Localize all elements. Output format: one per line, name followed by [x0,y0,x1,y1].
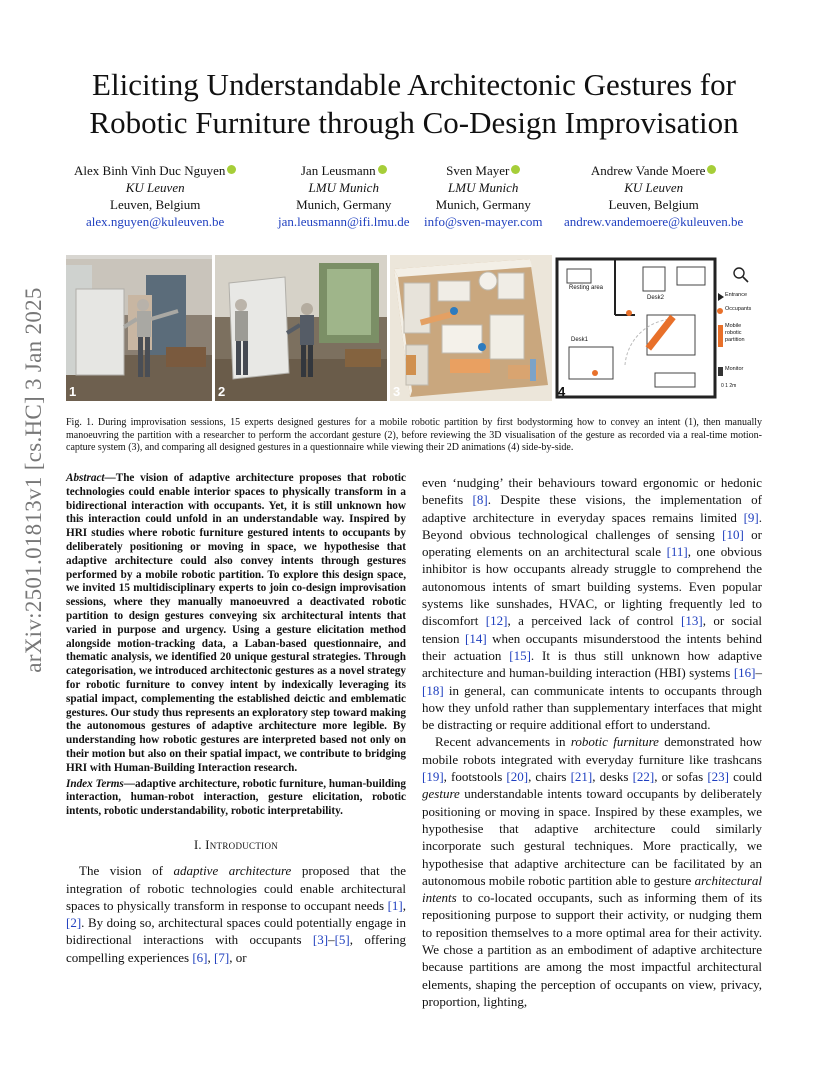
section-number: I. [193,837,202,852]
body-text: , or sofas [654,769,708,785]
body-text: . Beyond obvious technological challenges of sensing [422,509,762,542]
author-name: Alex Binh Vinh Duc Nguyen [74,163,226,178]
body-text: , footstools [443,769,507,785]
emphasis-text: robotic furniture [570,734,659,750]
citation-link[interactable]: [20] [506,769,529,785]
author-email-link[interactable]: alex.nguyen@kuleuven.be [86,214,225,229]
body-text: , [402,897,406,913]
3d-visualisation [390,255,552,401]
index-terms-text: —adaptive architecture, robotic furniture, human-building interaction, human-robot interaction, gesture elicitation, robotic intents, robotic understandability, robotic interpretability. [66,777,406,818]
body-text: , a perceived lack of control [507,613,682,629]
legend-scale-bar: 0 1 2m [721,383,737,389]
citation-link[interactable]: [3] [312,932,329,948]
author-affiliation: LMU Munich [308,180,379,195]
plan-label-desk1: Desk1 [571,337,589,343]
figure-panel-1 [66,255,212,401]
author-location: Munich, Germany [296,197,392,212]
orcid-icon[interactable] [378,165,387,174]
photo-manoeuvring-partition [215,255,387,401]
paragraph [422,474,762,733]
legend-entrance: Entrance [725,292,748,298]
author-location: Leuven, Belgium [608,197,699,212]
panel-number: 3 [393,384,401,399]
author-3 [424,162,542,230]
index-terms [66,778,406,819]
body-text: – [755,665,762,681]
author-location: Leuven, Belgium [110,197,201,212]
introduction-body-right [422,474,762,1010]
body-text: , or [229,949,247,965]
body-text: . By doing so, architectural spaces could potentially engage in bidirectional interactions with occupants [66,915,406,948]
figure-1 [66,255,762,401]
body-text: , [207,949,215,965]
author-email-link[interactable]: andrew.vandemoere@kuleuven.be [564,214,744,229]
author-affiliation: KU Leuven [624,180,684,195]
citation-link[interactable]: [9] [743,509,759,525]
figure-panel-2 [215,255,387,401]
section-heading-introduction [66,837,406,854]
legend-occupants: Occupants [725,306,752,312]
citation-link[interactable]: [5] [334,932,350,948]
left-column [66,472,406,966]
author-4 [564,162,743,230]
body-text: , chairs [528,769,571,785]
body-text: when occupants misunderstood the intents behind their actuation [422,630,762,663]
body-text: or operating elements on an architectural scale [422,526,762,560]
figure-panel-4 [555,255,762,401]
author-location: Munich, Germany [435,197,531,212]
figure-panel-3 [390,255,552,401]
body-text: understandable intents toward occupants by deliberately positioning or moving in space. Inspired by these examples, we hypothesise that adaptive architecture could similarly incorporate such gestural techniques. More practically, we hypothesise that adaptive architecture can be facilitated by an autonomous mobile robotic partition able to gesture [422,786,762,888]
citation-link[interactable]: [8] [472,492,488,508]
body-text: could [729,769,762,785]
abstract-text: —The vision of adaptive architecture proposes that robotic technologies could enable interior spaces to physically transform in a bidirectional interaction with occupants. Yet, it is still unknown how this interaction could unfold in an understandable way. Inspired by HRI studies where robotic furniture gestured intents to occupants by deliberately positioning or moving in space, we hypothesise that adaptive architecture could also convey intents through gestures performed by a mobile robotic partition. To explore this design space, we invited 15 multidisciplinary experts to join co-design improvisation sessions, where they manually manoeuvred a deactivated robotic partition to design gestures conveying six architectural intents that varied in purpose and urgency. Using a gesture elicitation method alongside motion-tracking data, a Laban-based questionnaire, and thematic analysis, we identified 20 unique gestural strategies. Through categorisation, we introduced architectonic gestures as a novel strategy for robotic furniture to convey intent by indexically leveraging its spatial impact, complementing the established deictic and emblematic gestures. Our study thus represents an exploratory step toward making the autonomous gestures of adaptive architecture more legible. By understanding how robotic gestures are interpreted based not only on their motion but also on their spatial impact, we contribute to bridging HRI with Human-Building Interaction research. [66,472,406,774]
author-name: Andrew Vande Moere [590,163,706,178]
body-text: . Despite these visions, the implementation of adaptive architecture in everyday spaces remains limited [422,492,762,525]
citation-link[interactable]: [12] [485,613,508,629]
citation-link[interactable]: [15] [509,647,531,663]
photo-bodystorming [66,255,212,401]
abstract-lead: Abstract [66,472,105,484]
body-text: – [328,932,335,948]
citation-link[interactable]: [1] [387,897,403,913]
author-affiliation: KU Leuven [125,180,185,195]
panel-number: 2 [218,384,226,399]
figure-caption: Fig. 1. During improvisation sessions, 15 experts designed gestures for a mobile robotic partition by first bodystorming how to convey an intent (1), then manually manoeuvring the partition with a researcher to perform the accordant gesture (2), before reviewing the 3D visualisation of the gesture as recorded via a real-time motion-capture system (3), and comparing all designed gestures in a questionnaire while viewing their 2D animations (4) side-by-side. [66,417,762,453]
arxiv-identifier [14,287,54,673]
right-column [422,474,762,1010]
body-text: Recent advancements in [435,734,571,750]
abstract [66,472,406,776]
body-text: to co-located occupants, such as informing them of its repositioning purpose to support their activity, or nudging them to reposition themselves to a more optimal area for their activity. We chose a partition as an embodiment of adaptive architecture because partitions are among the most impactful architectural elements, shaping the perception of occupants on view, privacy, proportion, lighting, [422,890,762,1009]
author-email-link[interactable]: jan.leusmann@ifi.lmu.de [278,214,410,229]
body-text: , one obvious inhibitor is how occupants already struggle to comprehend the autonomous intents of smart building systems. Even popular systems like sunshades, HVAC, or lighting frequently led to discomfort [422,544,762,629]
author-1 [74,162,236,230]
body-text: The vision of [79,863,174,879]
orcid-icon[interactable] [707,165,716,174]
citation-link[interactable]: [16] [733,665,756,681]
emphasis-text: gesture [422,786,460,802]
citation-link[interactable]: [22] [632,769,655,785]
author-block [66,162,766,232]
index-terms-lead: Index Terms [66,777,124,790]
body-text: even ‘nudging’ their behaviours toward ergonomic or hedonic benefits [422,475,762,508]
citation-link[interactable]: [23] [707,769,730,785]
author-name: Sven Mayer [446,163,510,178]
section-title: Introduction [205,837,279,852]
introduction-body-left [66,862,406,966]
body-text: in general, can communicate intents to occupants through how they unfold rather than supplementary interfaces that might be distracting or require additional effort to understand. [422,682,762,733]
citation-link[interactable]: [21] [570,769,593,785]
author-2 [278,162,409,230]
emphasis-text: architectural intents [422,872,762,906]
panel-number: 1 [69,384,77,399]
arxiv-identifier-text: arXiv:2501.01813v1 [cs.HC] 3 Jan 2025 [21,287,46,673]
body-text: proposed that the integration of robotic technologies could enable architectural spaces to physically transform in response to occupant needs [66,863,406,913]
citation-link[interactable]: [6] [192,949,208,965]
body-text: , offering compelling experiences [66,932,406,965]
plan-label-desk2: Desk2 [647,295,665,301]
citation-link[interactable]: [11] [666,544,688,560]
citation-link[interactable]: [14] [465,630,487,646]
author-name: Jan Leusmann [300,163,376,178]
citation-link[interactable]: [19] [422,769,444,785]
body-text: . It is thus still unknown how adaptive architecture and human-building interaction (HBI) systems [422,647,762,681]
citation-link[interactable]: [18] [422,682,444,698]
paper-title: Eliciting Understandable Architectonic Gestures for Robotic Furniture through Co-Design Improvisation [89,67,739,140]
body-text: , desks [592,769,633,785]
citation-link[interactable]: [7] [214,949,230,965]
orcid-icon[interactable] [227,165,236,174]
body-text: demonstrated how mobile robots integrated with everyday furniture like trashcans [422,734,763,767]
paragraph [422,733,762,1010]
paragraph [66,862,406,966]
author-email-link[interactable]: info@sven-mayer.com [424,214,543,229]
citation-link[interactable]: [2] [66,915,82,931]
emphasis-text: adaptive architecture [173,863,292,879]
panel-number: 4 [558,384,566,399]
orcid-icon[interactable] [511,165,520,174]
citation-link[interactable]: [10] [722,526,744,542]
plan-label-resting-area: Resting area [569,285,604,291]
legend-monitor: Monitor [725,366,744,372]
body-text: , or social tension [422,613,762,646]
legend-mobile-partition: Mobile robotic partition [725,323,745,343]
author-affiliation: LMU Munich [448,180,519,195]
citation-link[interactable]: [13] [681,613,703,629]
